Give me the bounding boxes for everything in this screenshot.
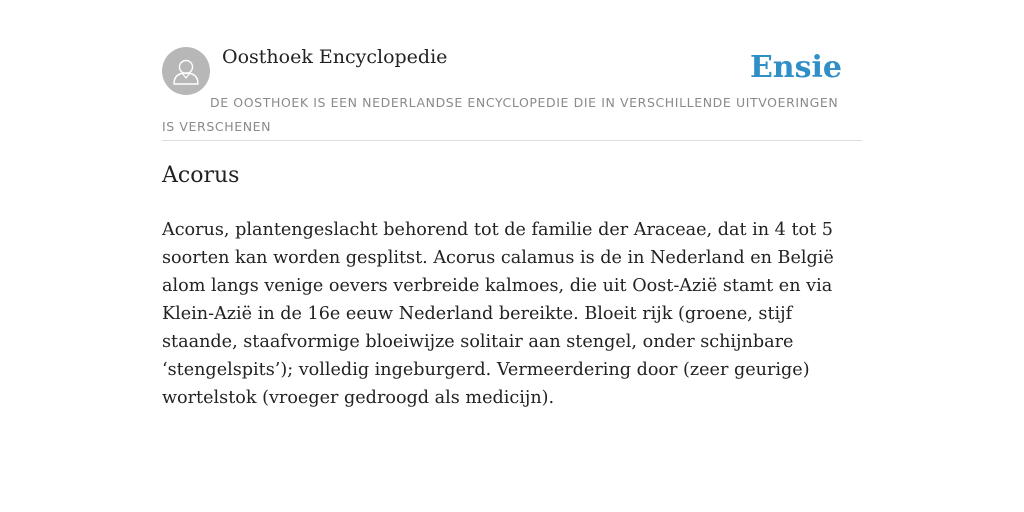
site-subtitle: DE OOSTHOEK IS EEN NEDERLANDSE ENCYCLOPEDIE DIE IN VERSCHILLENDE UITVOERINGEN IS VERSCHENEN (162, 95, 839, 134)
user-icon (162, 47, 210, 95)
avatar[interactable] (162, 47, 210, 95)
article-body: Acorus, plantengeslacht behorend tot de familie der Araceae, dat in 4 tot 5 soorten kan worden gesplitst. Acorus calamus is de in Nederland en België alom langs venige oevers verbreide kalmoes, die uit Oost-Azië stamt en via Klein-Azië in de 16e eeuw Nederland bereikte. Bloeit rijk (groene, stijf staande, staafvormige bloeiwijze solitair aan stengel, onder schijnbare ‘stengelspits’); volledig ingeburgerd. Vermeerdering door (zeer geurige) wortelstok (vroeger gedroogd als medicijn). (162, 220, 834, 408)
page-container (162, 0, 862, 408)
site-title[interactable]: Oosthoek Encyclopedie (222, 46, 448, 68)
brand-logo[interactable]: Ensie (749, 50, 842, 85)
header (162, 0, 862, 141)
article-title: Acorus (162, 163, 240, 188)
